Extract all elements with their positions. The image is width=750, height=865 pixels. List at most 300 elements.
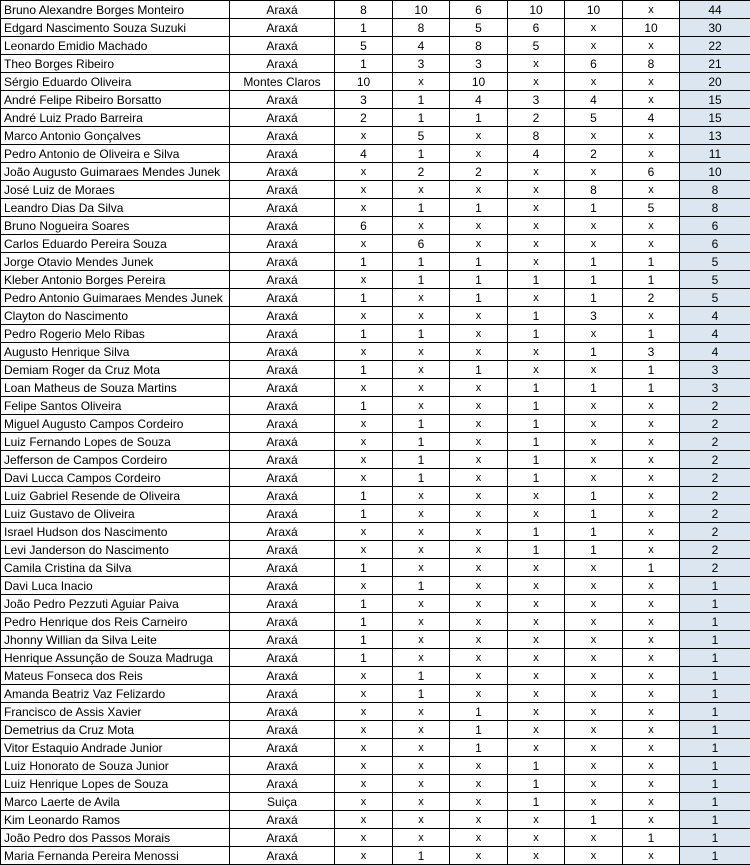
- stage-3-score-cell[interactable]: x: [450, 631, 508, 649]
- stage-5-score-cell[interactable]: x: [565, 757, 623, 775]
- stage-6-score-cell[interactable]: 2: [623, 289, 680, 307]
- stage-2-score-cell[interactable]: 1: [393, 451, 450, 469]
- stage-1-score-cell[interactable]: 1: [335, 289, 393, 307]
- stage-3-score-cell[interactable]: x: [450, 181, 508, 199]
- stage-3-score-cell[interactable]: x: [450, 847, 508, 865]
- stage-2-score-cell[interactable]: x: [393, 559, 450, 577]
- stage-1-score-cell[interactable]: 1: [335, 505, 393, 523]
- stage-5-score-cell[interactable]: 1: [565, 811, 623, 829]
- stage-5-score-cell[interactable]: x: [565, 559, 623, 577]
- stage-5-score-cell[interactable]: 1: [565, 253, 623, 271]
- stage-6-score-cell[interactable]: x: [623, 577, 680, 595]
- stage-3-score-cell[interactable]: 10: [450, 73, 508, 91]
- stage-1-score-cell[interactable]: x: [335, 577, 393, 595]
- total-score-cell[interactable]: 11: [680, 145, 750, 163]
- stage-3-score-cell[interactable]: x: [450, 505, 508, 523]
- stage-1-score-cell[interactable]: 1: [335, 19, 393, 37]
- stage-2-score-cell[interactable]: 2: [393, 163, 450, 181]
- stage-4-score-cell[interactable]: 5: [508, 37, 565, 55]
- stage-1-score-cell[interactable]: x: [335, 721, 393, 739]
- player-name-cell[interactable]: Amanda Beatriz Vaz Felizardo: [1, 685, 230, 703]
- player-name-cell[interactable]: Camila Cristina da Silva: [1, 559, 230, 577]
- stage-4-score-cell[interactable]: 1: [508, 541, 565, 559]
- player-name-cell[interactable]: Demetrius da Cruz Mota: [1, 721, 230, 739]
- player-name-cell[interactable]: Luiz Gabriel Resende de Oliveira: [1, 487, 230, 505]
- player-name-cell[interactable]: Davi Lucca Campos Cordeiro: [1, 469, 230, 487]
- stage-4-score-cell[interactable]: x: [508, 685, 565, 703]
- stage-1-score-cell[interactable]: x: [335, 343, 393, 361]
- stage-2-score-cell[interactable]: x: [393, 379, 450, 397]
- stage-2-score-cell[interactable]: 1: [393, 667, 450, 685]
- player-name-cell[interactable]: Leandro Dias Da Silva: [1, 199, 230, 217]
- stage-3-score-cell[interactable]: x: [450, 523, 508, 541]
- total-score-cell[interactable]: 6: [680, 235, 750, 253]
- stage-6-score-cell[interactable]: x: [623, 469, 680, 487]
- stage-2-score-cell[interactable]: x: [393, 541, 450, 559]
- stage-2-score-cell[interactable]: x: [393, 739, 450, 757]
- stage-1-score-cell[interactable]: 3: [335, 91, 393, 109]
- stage-5-score-cell[interactable]: x: [565, 235, 623, 253]
- stage-2-score-cell[interactable]: 8: [393, 19, 450, 37]
- stage-6-score-cell[interactable]: x: [623, 721, 680, 739]
- stage-1-score-cell[interactable]: 1: [335, 649, 393, 667]
- player-name-cell[interactable]: Leonardo Emidio Machado: [1, 37, 230, 55]
- stage-3-score-cell[interactable]: 1: [450, 271, 508, 289]
- player-name-cell[interactable]: Carlos Eduardo Pereira Souza: [1, 235, 230, 253]
- stage-5-score-cell[interactable]: x: [565, 415, 623, 433]
- city-cell[interactable]: Araxá: [230, 271, 335, 289]
- stage-3-score-cell[interactable]: 8: [450, 37, 508, 55]
- stage-4-score-cell[interactable]: 1: [508, 325, 565, 343]
- stage-5-score-cell[interactable]: x: [565, 631, 623, 649]
- total-score-cell[interactable]: 3: [680, 379, 750, 397]
- player-name-cell[interactable]: Kim Leonardo Ramos: [1, 811, 230, 829]
- stage-1-score-cell[interactable]: 6: [335, 217, 393, 235]
- total-score-cell[interactable]: 10: [680, 163, 750, 181]
- stage-5-score-cell[interactable]: x: [565, 469, 623, 487]
- stage-6-score-cell[interactable]: x: [623, 73, 680, 91]
- total-score-cell[interactable]: 1: [680, 703, 750, 721]
- stage-6-score-cell[interactable]: 1: [623, 271, 680, 289]
- stage-2-score-cell[interactable]: 1: [393, 253, 450, 271]
- city-cell[interactable]: Suiça: [230, 793, 335, 811]
- stage-6-score-cell[interactable]: x: [623, 541, 680, 559]
- stage-4-score-cell[interactable]: 8: [508, 127, 565, 145]
- stage-5-score-cell[interactable]: x: [565, 847, 623, 865]
- stage-5-score-cell[interactable]: x: [565, 685, 623, 703]
- stage-1-score-cell[interactable]: 4: [335, 145, 393, 163]
- city-cell[interactable]: Araxá: [230, 559, 335, 577]
- stage-3-score-cell[interactable]: 4: [450, 91, 508, 109]
- stage-3-score-cell[interactable]: x: [450, 379, 508, 397]
- stage-2-score-cell[interactable]: x: [393, 397, 450, 415]
- stage-4-score-cell[interactable]: 1: [508, 793, 565, 811]
- total-score-cell[interactable]: 1: [680, 577, 750, 595]
- stage-3-score-cell[interactable]: 1: [450, 721, 508, 739]
- stage-1-score-cell[interactable]: x: [335, 541, 393, 559]
- stage-6-score-cell[interactable]: 1: [623, 559, 680, 577]
- stage-2-score-cell[interactable]: 1: [393, 415, 450, 433]
- city-cell[interactable]: Araxá: [230, 577, 335, 595]
- stage-4-score-cell[interactable]: x: [508, 487, 565, 505]
- player-name-cell[interactable]: Francisco de Assis Xavier: [1, 703, 230, 721]
- stage-5-score-cell[interactable]: x: [565, 37, 623, 55]
- player-name-cell[interactable]: Levi Janderson do Nascimento: [1, 541, 230, 559]
- stage-2-score-cell[interactable]: x: [393, 703, 450, 721]
- stage-2-score-cell[interactable]: 1: [393, 145, 450, 163]
- stage-2-score-cell[interactable]: 10: [393, 1, 450, 19]
- stage-1-score-cell[interactable]: 1: [335, 559, 393, 577]
- stage-4-score-cell[interactable]: x: [508, 721, 565, 739]
- stage-5-score-cell[interactable]: 2: [565, 145, 623, 163]
- stage-4-score-cell[interactable]: x: [508, 361, 565, 379]
- stage-5-score-cell[interactable]: 1: [565, 271, 623, 289]
- total-score-cell[interactable]: 1: [680, 631, 750, 649]
- city-cell[interactable]: Araxá: [230, 487, 335, 505]
- city-cell[interactable]: Araxá: [230, 343, 335, 361]
- total-score-cell[interactable]: 21: [680, 55, 750, 73]
- stage-6-score-cell[interactable]: x: [623, 505, 680, 523]
- stage-3-score-cell[interactable]: 5: [450, 19, 508, 37]
- stage-4-score-cell[interactable]: 1: [508, 775, 565, 793]
- city-cell[interactable]: Araxá: [230, 379, 335, 397]
- stage-6-score-cell[interactable]: x: [623, 775, 680, 793]
- city-cell[interactable]: Araxá: [230, 325, 335, 343]
- total-score-cell[interactable]: 4: [680, 307, 750, 325]
- stage-4-score-cell[interactable]: x: [508, 199, 565, 217]
- city-cell[interactable]: Araxá: [230, 109, 335, 127]
- city-cell[interactable]: Araxá: [230, 397, 335, 415]
- stage-6-score-cell[interactable]: x: [623, 793, 680, 811]
- stage-2-score-cell[interactable]: x: [393, 613, 450, 631]
- stage-6-score-cell[interactable]: x: [623, 847, 680, 865]
- player-name-cell[interactable]: Loan Matheus de Souza Martins: [1, 379, 230, 397]
- stage-2-score-cell[interactable]: 1: [393, 271, 450, 289]
- stage-5-score-cell[interactable]: 1: [565, 523, 623, 541]
- stage-4-score-cell[interactable]: 3: [508, 91, 565, 109]
- player-name-cell[interactable]: Pedro Rogerio Melo Ribas: [1, 325, 230, 343]
- stage-2-score-cell[interactable]: x: [393, 811, 450, 829]
- player-name-cell[interactable]: André Felipe Ribeiro Borsatto: [1, 91, 230, 109]
- stage-5-score-cell[interactable]: x: [565, 721, 623, 739]
- stage-4-score-cell[interactable]: 1: [508, 433, 565, 451]
- city-cell[interactable]: Araxá: [230, 163, 335, 181]
- total-score-cell[interactable]: 1: [680, 775, 750, 793]
- stage-5-score-cell[interactable]: 3: [565, 307, 623, 325]
- stage-2-score-cell[interactable]: x: [393, 775, 450, 793]
- stage-5-score-cell[interactable]: x: [565, 595, 623, 613]
- total-score-cell[interactable]: 44: [680, 1, 750, 19]
- player-name-cell[interactable]: Demiam Roger da Cruz Mota: [1, 361, 230, 379]
- stage-5-score-cell[interactable]: 8: [565, 181, 623, 199]
- stage-1-score-cell[interactable]: x: [335, 451, 393, 469]
- stage-6-score-cell[interactable]: x: [623, 397, 680, 415]
- total-score-cell[interactable]: 1: [680, 793, 750, 811]
- total-score-cell[interactable]: 1: [680, 595, 750, 613]
- stage-5-score-cell[interactable]: x: [565, 451, 623, 469]
- stage-2-score-cell[interactable]: x: [393, 829, 450, 847]
- stage-6-score-cell[interactable]: x: [623, 145, 680, 163]
- total-score-cell[interactable]: 2: [680, 415, 750, 433]
- city-cell[interactable]: Araxá: [230, 631, 335, 649]
- city-cell[interactable]: Araxá: [230, 37, 335, 55]
- player-name-cell[interactable]: João Augusto Guimaraes Mendes Junek: [1, 163, 230, 181]
- stage-5-score-cell[interactable]: x: [565, 19, 623, 37]
- city-cell[interactable]: Araxá: [230, 649, 335, 667]
- stage-1-score-cell[interactable]: 1: [335, 325, 393, 343]
- total-score-cell[interactable]: 13: [680, 127, 750, 145]
- city-cell[interactable]: Araxá: [230, 415, 335, 433]
- stage-1-score-cell[interactable]: x: [335, 235, 393, 253]
- stage-5-score-cell[interactable]: x: [565, 649, 623, 667]
- total-score-cell[interactable]: 1: [680, 847, 750, 865]
- stage-3-score-cell[interactable]: x: [450, 541, 508, 559]
- player-name-cell[interactable]: Mateus Fonseca dos Reis: [1, 667, 230, 685]
- stage-4-score-cell[interactable]: 4: [508, 145, 565, 163]
- stage-5-score-cell[interactable]: 1: [565, 289, 623, 307]
- city-cell[interactable]: Araxá: [230, 685, 335, 703]
- stage-5-score-cell[interactable]: x: [565, 163, 623, 181]
- stage-4-score-cell[interactable]: x: [508, 739, 565, 757]
- stage-4-score-cell[interactable]: x: [508, 559, 565, 577]
- stage-4-score-cell[interactable]: x: [508, 595, 565, 613]
- total-score-cell[interactable]: 15: [680, 91, 750, 109]
- stage-5-score-cell[interactable]: x: [565, 325, 623, 343]
- stage-6-score-cell[interactable]: 10: [623, 19, 680, 37]
- player-name-cell[interactable]: Felipe Santos Oliveira: [1, 397, 230, 415]
- stage-3-score-cell[interactable]: x: [450, 649, 508, 667]
- stage-5-score-cell[interactable]: x: [565, 217, 623, 235]
- stage-1-score-cell[interactable]: x: [335, 793, 393, 811]
- stage-6-score-cell[interactable]: x: [623, 127, 680, 145]
- stage-4-score-cell[interactable]: 1: [508, 451, 565, 469]
- stage-6-score-cell[interactable]: x: [623, 91, 680, 109]
- stage-3-score-cell[interactable]: 2: [450, 163, 508, 181]
- stage-6-score-cell[interactable]: 1: [623, 325, 680, 343]
- stage-5-score-cell[interactable]: x: [565, 829, 623, 847]
- stage-2-score-cell[interactable]: 1: [393, 469, 450, 487]
- city-cell[interactable]: Araxá: [230, 433, 335, 451]
- player-name-cell[interactable]: Bruno Nogueira Soares: [1, 217, 230, 235]
- total-score-cell[interactable]: 6: [680, 217, 750, 235]
- stage-5-score-cell[interactable]: x: [565, 127, 623, 145]
- city-cell[interactable]: Araxá: [230, 253, 335, 271]
- player-name-cell[interactable]: Augusto Henrique Silva: [1, 343, 230, 361]
- city-cell[interactable]: Araxá: [230, 1, 335, 19]
- stage-6-score-cell[interactable]: x: [623, 415, 680, 433]
- total-score-cell[interactable]: 1: [680, 739, 750, 757]
- stage-4-score-cell[interactable]: x: [508, 847, 565, 865]
- stage-1-score-cell[interactable]: x: [335, 433, 393, 451]
- player-name-cell[interactable]: Marco Antonio Gonçalves: [1, 127, 230, 145]
- stage-6-score-cell[interactable]: 1: [623, 361, 680, 379]
- stage-5-score-cell[interactable]: x: [565, 703, 623, 721]
- city-cell[interactable]: Araxá: [230, 613, 335, 631]
- stage-6-score-cell[interactable]: x: [623, 667, 680, 685]
- stage-2-score-cell[interactable]: 1: [393, 199, 450, 217]
- total-score-cell[interactable]: 20: [680, 73, 750, 91]
- stage-4-score-cell[interactable]: 1: [508, 469, 565, 487]
- stage-4-score-cell[interactable]: x: [508, 343, 565, 361]
- stage-4-score-cell[interactable]: x: [508, 829, 565, 847]
- city-cell[interactable]: Araxá: [230, 847, 335, 865]
- stage-6-score-cell[interactable]: x: [623, 613, 680, 631]
- stage-3-score-cell[interactable]: x: [450, 757, 508, 775]
- stage-1-score-cell[interactable]: 1: [335, 613, 393, 631]
- stage-1-score-cell[interactable]: 1: [335, 595, 393, 613]
- stage-4-score-cell[interactable]: x: [508, 505, 565, 523]
- stage-1-score-cell[interactable]: x: [335, 415, 393, 433]
- stage-3-score-cell[interactable]: 6: [450, 1, 508, 19]
- stage-1-score-cell[interactable]: x: [335, 847, 393, 865]
- stage-4-score-cell[interactable]: 1: [508, 415, 565, 433]
- total-score-cell[interactable]: 2: [680, 523, 750, 541]
- player-name-cell[interactable]: Henrique Assunção de Souza Madruga: [1, 649, 230, 667]
- stage-2-score-cell[interactable]: x: [393, 721, 450, 739]
- stage-6-score-cell[interactable]: 1: [623, 379, 680, 397]
- player-name-cell[interactable]: André Luiz Prado Barreira: [1, 109, 230, 127]
- total-score-cell[interactable]: 1: [680, 829, 750, 847]
- total-score-cell[interactable]: 1: [680, 667, 750, 685]
- stage-5-score-cell[interactable]: 4: [565, 91, 623, 109]
- stage-1-score-cell[interactable]: 8: [335, 1, 393, 19]
- stage-2-score-cell[interactable]: x: [393, 343, 450, 361]
- stage-2-score-cell[interactable]: 3: [393, 55, 450, 73]
- player-name-cell[interactable]: Luiz Gustavo de Oliveira: [1, 505, 230, 523]
- stage-4-score-cell[interactable]: x: [508, 217, 565, 235]
- city-cell[interactable]: Araxá: [230, 595, 335, 613]
- stage-4-score-cell[interactable]: 6: [508, 19, 565, 37]
- stage-3-score-cell[interactable]: x: [450, 415, 508, 433]
- total-score-cell[interactable]: 15: [680, 109, 750, 127]
- city-cell[interactable]: Montes Claros: [230, 73, 335, 91]
- stage-3-score-cell[interactable]: x: [450, 469, 508, 487]
- stage-5-score-cell[interactable]: 6: [565, 55, 623, 73]
- stage-2-score-cell[interactable]: x: [393, 487, 450, 505]
- stage-4-score-cell[interactable]: 1: [508, 523, 565, 541]
- stage-4-score-cell[interactable]: x: [508, 289, 565, 307]
- stage-3-score-cell[interactable]: x: [450, 433, 508, 451]
- stage-1-score-cell[interactable]: 5: [335, 37, 393, 55]
- stage-2-score-cell[interactable]: x: [393, 73, 450, 91]
- total-score-cell[interactable]: 3: [680, 361, 750, 379]
- stage-1-score-cell[interactable]: x: [335, 775, 393, 793]
- player-name-cell[interactable]: Luiz Honorato de Souza Junior: [1, 757, 230, 775]
- city-cell[interactable]: Araxá: [230, 523, 335, 541]
- city-cell[interactable]: Araxá: [230, 217, 335, 235]
- total-score-cell[interactable]: 8: [680, 199, 750, 217]
- city-cell[interactable]: Araxá: [230, 505, 335, 523]
- city-cell[interactable]: Araxá: [230, 181, 335, 199]
- city-cell[interactable]: Araxá: [230, 829, 335, 847]
- stage-4-score-cell[interactable]: x: [508, 577, 565, 595]
- stage-4-score-cell[interactable]: x: [508, 811, 565, 829]
- stage-6-score-cell[interactable]: x: [623, 703, 680, 721]
- city-cell[interactable]: Araxá: [230, 757, 335, 775]
- stage-3-score-cell[interactable]: x: [450, 613, 508, 631]
- stage-5-score-cell[interactable]: x: [565, 577, 623, 595]
- stage-1-score-cell[interactable]: x: [335, 703, 393, 721]
- total-score-cell[interactable]: 8: [680, 181, 750, 199]
- total-score-cell[interactable]: 4: [680, 325, 750, 343]
- stage-1-score-cell[interactable]: 1: [335, 487, 393, 505]
- stage-2-score-cell[interactable]: 1: [393, 91, 450, 109]
- stage-6-score-cell[interactable]: x: [623, 37, 680, 55]
- total-score-cell[interactable]: 2: [680, 397, 750, 415]
- stage-3-score-cell[interactable]: x: [450, 829, 508, 847]
- stage-6-score-cell[interactable]: x: [623, 307, 680, 325]
- total-score-cell[interactable]: 2: [680, 505, 750, 523]
- player-name-cell[interactable]: Kleber Antonio Borges Pereira: [1, 271, 230, 289]
- stage-6-score-cell[interactable]: x: [623, 739, 680, 757]
- total-score-cell[interactable]: 30: [680, 19, 750, 37]
- total-score-cell[interactable]: 5: [680, 253, 750, 271]
- stage-3-score-cell[interactable]: x: [450, 667, 508, 685]
- stage-3-score-cell[interactable]: x: [450, 775, 508, 793]
- total-score-cell[interactable]: 1: [680, 649, 750, 667]
- stage-4-score-cell[interactable]: x: [508, 631, 565, 649]
- city-cell[interactable]: Araxá: [230, 199, 335, 217]
- stage-3-score-cell[interactable]: x: [450, 307, 508, 325]
- stage-6-score-cell[interactable]: x: [623, 685, 680, 703]
- stage-4-score-cell[interactable]: x: [508, 649, 565, 667]
- stage-4-score-cell[interactable]: x: [508, 703, 565, 721]
- stage-6-score-cell[interactable]: x: [623, 757, 680, 775]
- stage-3-score-cell[interactable]: x: [450, 559, 508, 577]
- stage-6-score-cell[interactable]: 6: [623, 163, 680, 181]
- city-cell[interactable]: Araxá: [230, 703, 335, 721]
- stage-1-score-cell[interactable]: x: [335, 163, 393, 181]
- stage-2-score-cell[interactable]: 1: [393, 685, 450, 703]
- stage-1-score-cell[interactable]: 1: [335, 55, 393, 73]
- stage-4-score-cell[interactable]: 1: [508, 757, 565, 775]
- total-score-cell[interactable]: 2: [680, 433, 750, 451]
- stage-3-score-cell[interactable]: x: [450, 217, 508, 235]
- stage-1-score-cell[interactable]: x: [335, 127, 393, 145]
- stage-4-score-cell[interactable]: 1: [508, 271, 565, 289]
- stage-3-score-cell[interactable]: x: [450, 487, 508, 505]
- stage-2-score-cell[interactable]: 6: [393, 235, 450, 253]
- stage-4-score-cell[interactable]: 1: [508, 307, 565, 325]
- player-name-cell[interactable]: Edgard Nascimento Souza Suzuki: [1, 19, 230, 37]
- player-name-cell[interactable]: Pedro Antonio de Oliveira e Silva: [1, 145, 230, 163]
- city-cell[interactable]: Araxá: [230, 55, 335, 73]
- stage-5-score-cell[interactable]: x: [565, 397, 623, 415]
- stage-6-score-cell[interactable]: x: [623, 1, 680, 19]
- stage-6-score-cell[interactable]: x: [623, 181, 680, 199]
- stage-6-score-cell[interactable]: x: [623, 811, 680, 829]
- stage-3-score-cell[interactable]: 1: [450, 703, 508, 721]
- stage-5-score-cell[interactable]: x: [565, 775, 623, 793]
- player-name-cell[interactable]: Israel Hudson dos Nascimento: [1, 523, 230, 541]
- stage-5-score-cell[interactable]: 1: [565, 505, 623, 523]
- stage-6-score-cell[interactable]: x: [623, 523, 680, 541]
- stage-6-score-cell[interactable]: 1: [623, 829, 680, 847]
- total-score-cell[interactable]: 1: [680, 685, 750, 703]
- stage-2-score-cell[interactable]: x: [393, 757, 450, 775]
- stage-6-score-cell[interactable]: x: [623, 451, 680, 469]
- player-name-cell[interactable]: Vitor Estaquio Andrade Junior: [1, 739, 230, 757]
- total-score-cell[interactable]: 5: [680, 289, 750, 307]
- city-cell[interactable]: Araxá: [230, 235, 335, 253]
- stage-2-score-cell[interactable]: x: [393, 649, 450, 667]
- city-cell[interactable]: Araxá: [230, 361, 335, 379]
- city-cell[interactable]: Araxá: [230, 541, 335, 559]
- total-score-cell[interactable]: 22: [680, 37, 750, 55]
- stage-5-score-cell[interactable]: 1: [565, 199, 623, 217]
- total-score-cell[interactable]: 1: [680, 721, 750, 739]
- stage-4-score-cell[interactable]: 2: [508, 109, 565, 127]
